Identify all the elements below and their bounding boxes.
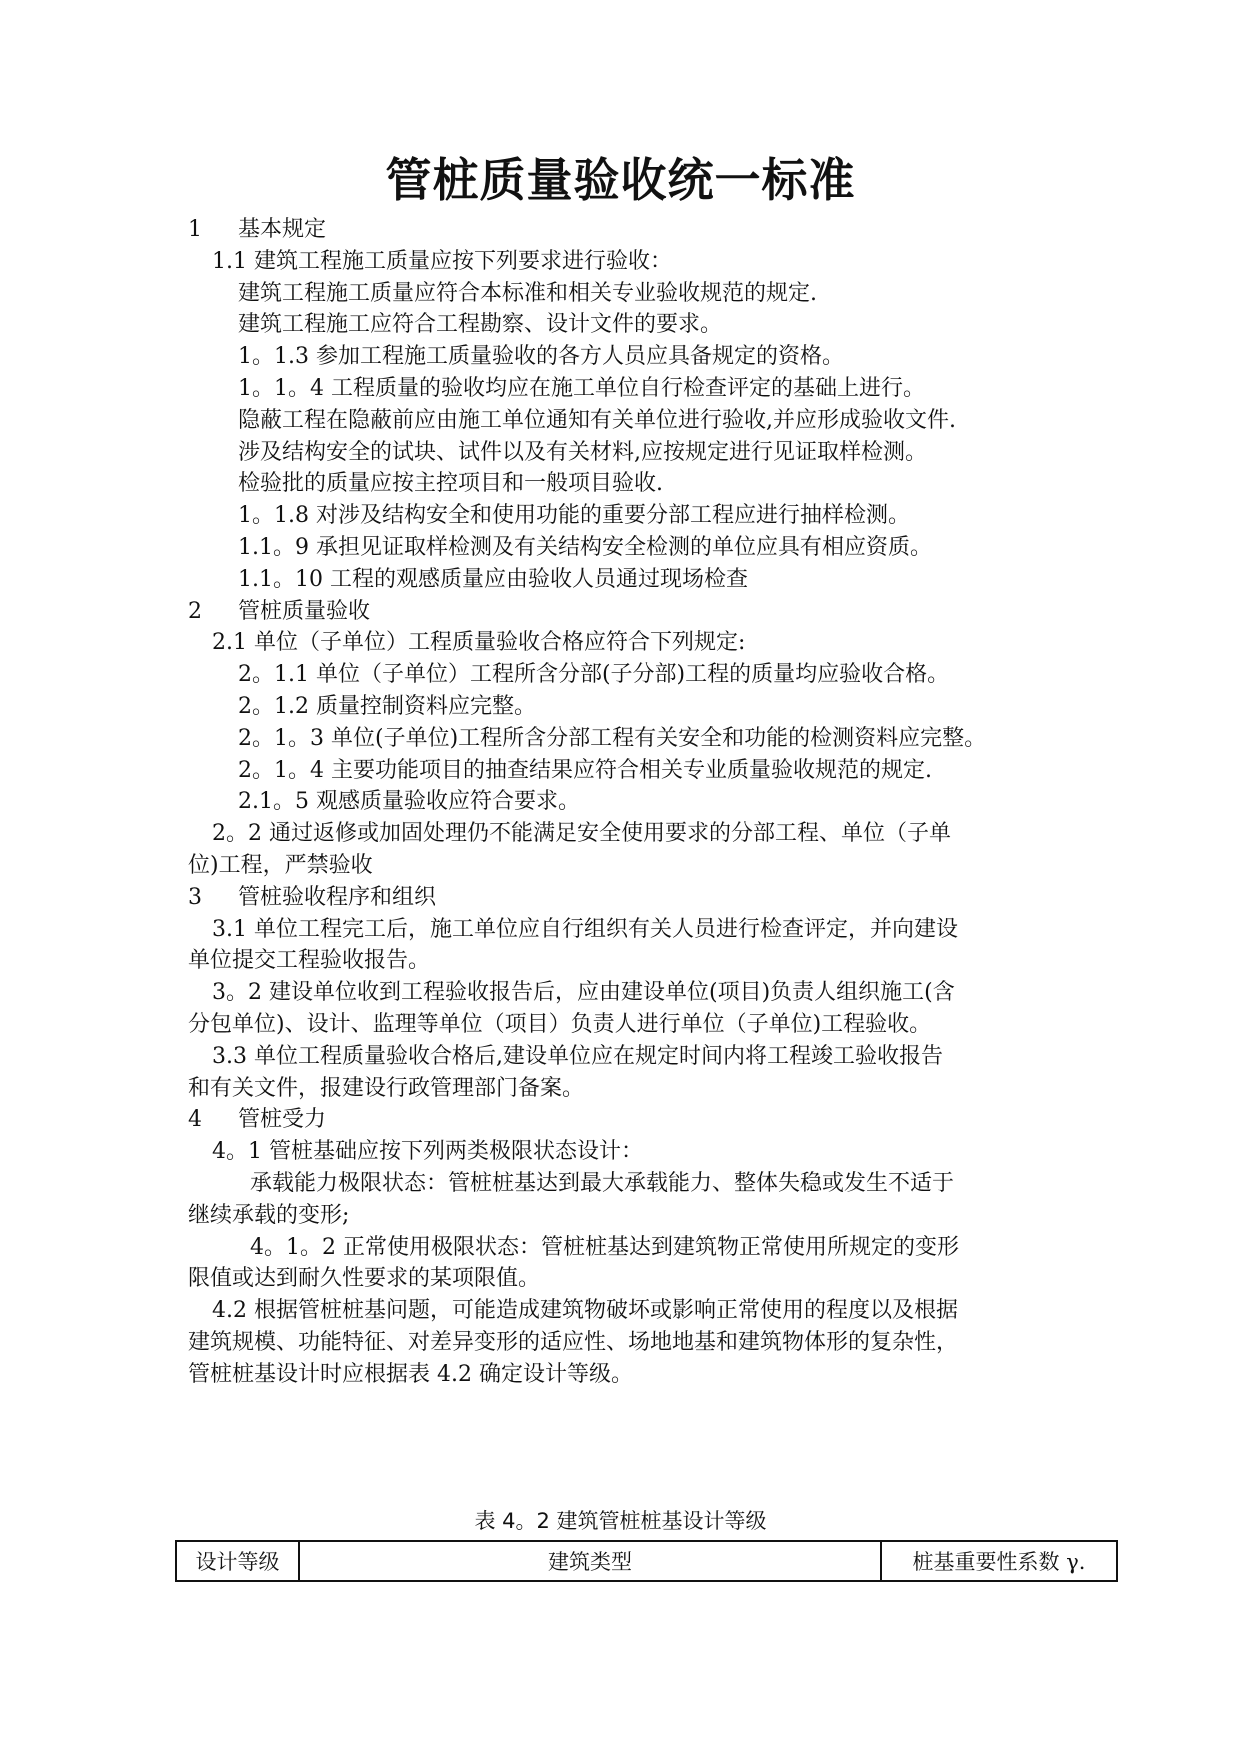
paragraph-line: 建筑工程施工质量应符合本标准和相关专业验收规范的规定. bbox=[238, 280, 817, 306]
clause-2-1-3: 2。1。3 单位(子单位)工程所含分部工程有关安全和功能的检测资料应完整。 bbox=[238, 725, 987, 751]
document-title: 管桩质量验收统一标准 bbox=[385, 153, 856, 207]
table-header-cell: 桩基重要性系数 γ. bbox=[881, 1541, 1117, 1581]
table-header-cell: 建筑类型 bbox=[299, 1541, 881, 1581]
section-heading-4: 4 管桩受力 bbox=[188, 1107, 327, 1133]
paragraph-line: 分包单位)、设计、监理等单位（项目）负责人进行单位（子单位)工程验收。 bbox=[188, 1011, 932, 1037]
paragraph-line: 单位提交工程验收报告。 bbox=[188, 948, 431, 974]
clause-4-1-2: 4。1。2 正常使用极限状态：管桩桩基达到建筑物正常使用所规定的变形 bbox=[250, 1234, 959, 1260]
section-heading-2: 2 管桩质量验收 bbox=[188, 598, 371, 624]
table-header-cell: 设计等级 bbox=[176, 1541, 299, 1581]
clause-3-1: 3.1 单位工程完工后，施工单位应自行组织有关人员进行检查评定，并向建设 bbox=[212, 916, 958, 942]
paragraph-line: 建筑工程施工应符合工程勘察、设计文件的要求。 bbox=[238, 312, 723, 338]
clause-4-2: 4.2 根据管桩桩基问题，可能造成建筑物破坏或影响正常使用的程度以及根据 bbox=[212, 1298, 958, 1324]
clause-3-3: 3.3 单位工程质量验收合格后,建设单位应在规定时间内将工程竣工验收报告 bbox=[212, 1043, 943, 1069]
clause-1-1-9: 1.1。9 承担见证取样检测及有关结构安全检测的单位应具有相应资质。 bbox=[238, 534, 932, 560]
clause-2-1-2: 2。1.2 质量控制资料应完整。 bbox=[238, 693, 536, 719]
clause-4-1: 4。1 管桩基础应按下列两类极限状态设计： bbox=[212, 1139, 643, 1165]
paragraph-line: 涉及结构安全的试块、试件以及有关材料,应按规定进行见证取样检测。 bbox=[238, 439, 927, 465]
table-header-row bbox=[176, 1541, 1117, 1581]
paragraph-line: 限值或达到耐久性要求的某项限值。 bbox=[188, 1266, 541, 1292]
clause-1-1-10: 1.1。10 工程的观感质量应由验收人员通过现场检查 bbox=[238, 566, 748, 592]
design-grade-table bbox=[175, 1540, 1118, 1582]
clause-1-1-8: 1。1.8 对涉及结构安全和使用功能的重要分部工程应进行抽样检测。 bbox=[238, 503, 910, 529]
clause-1-1-4: 1。1。4 工程质量的验收均应在施工单位自行检查评定的基础上进行。 bbox=[238, 375, 925, 401]
section-heading-1: 1 基本规定 bbox=[188, 217, 327, 242]
clause-2-1-5: 2.1。5 观感质量验收应符合要求。 bbox=[238, 789, 580, 815]
clause-2-2: 2。2 通过返修或加固处理仍不能满足安全使用要求的分部工程、单位（子单 bbox=[212, 821, 951, 847]
paragraph-line: 位)工程，严禁验收 bbox=[188, 852, 373, 878]
paragraph-line: 管桩桩基设计时应根据表 4.2 确定设计等级。 bbox=[188, 1361, 633, 1387]
section-heading-3: 3 管桩验收程序和组织 bbox=[188, 884, 437, 910]
document-body bbox=[188, 214, 1046, 1390]
clause-2-1-4: 2。1。4 主要功能项目的抽查结果应符合相关专业质量验收规范的规定. bbox=[238, 757, 932, 783]
clause-2-1-1: 2。1.1 单位（子单位）工程所含分部(子分部)工程的质量均应验收合格。 bbox=[238, 662, 950, 688]
paragraph-line: 继续承载的变形; bbox=[188, 1202, 350, 1228]
paragraph-line: 检验批的质量应按主控项目和一般项目验收. bbox=[238, 471, 663, 497]
paragraph-line: 建筑规模、功能特征、对差异变形的适应性、场地地基和建筑物体形的复杂性， bbox=[188, 1329, 959, 1355]
clause-1-1-3: 1。1.3 参加工程施工质量验收的各方人员应具备规定的资格。 bbox=[238, 344, 844, 370]
clause-1-1: 1.1 建筑工程施工质量应按下列要求进行验收： bbox=[212, 248, 672, 274]
paragraph-line: 和有关文件，报建设行政管理部门备案。 bbox=[188, 1075, 585, 1101]
clause-2-1: 2.1 单位（子单位）工程质量验收合格应符合下列规定: bbox=[212, 630, 746, 656]
paragraph-line: 承载能力极限状态：管桩桩基达到最大承载能力、整体失稳或发生不适于 bbox=[250, 1170, 955, 1196]
table-caption: 表 4。2 建筑管桩桩基设计等级 bbox=[474, 1509, 767, 1533]
paragraph-line: 隐蔽工程在隐蔽前应由施工单位通知有关单位进行验收,并应形成验收文件. bbox=[238, 407, 956, 433]
clause-3-2: 3。2 建设单位收到工程验收报告后，应由建设单位(项目)负责人组织施工(含 bbox=[212, 980, 955, 1006]
